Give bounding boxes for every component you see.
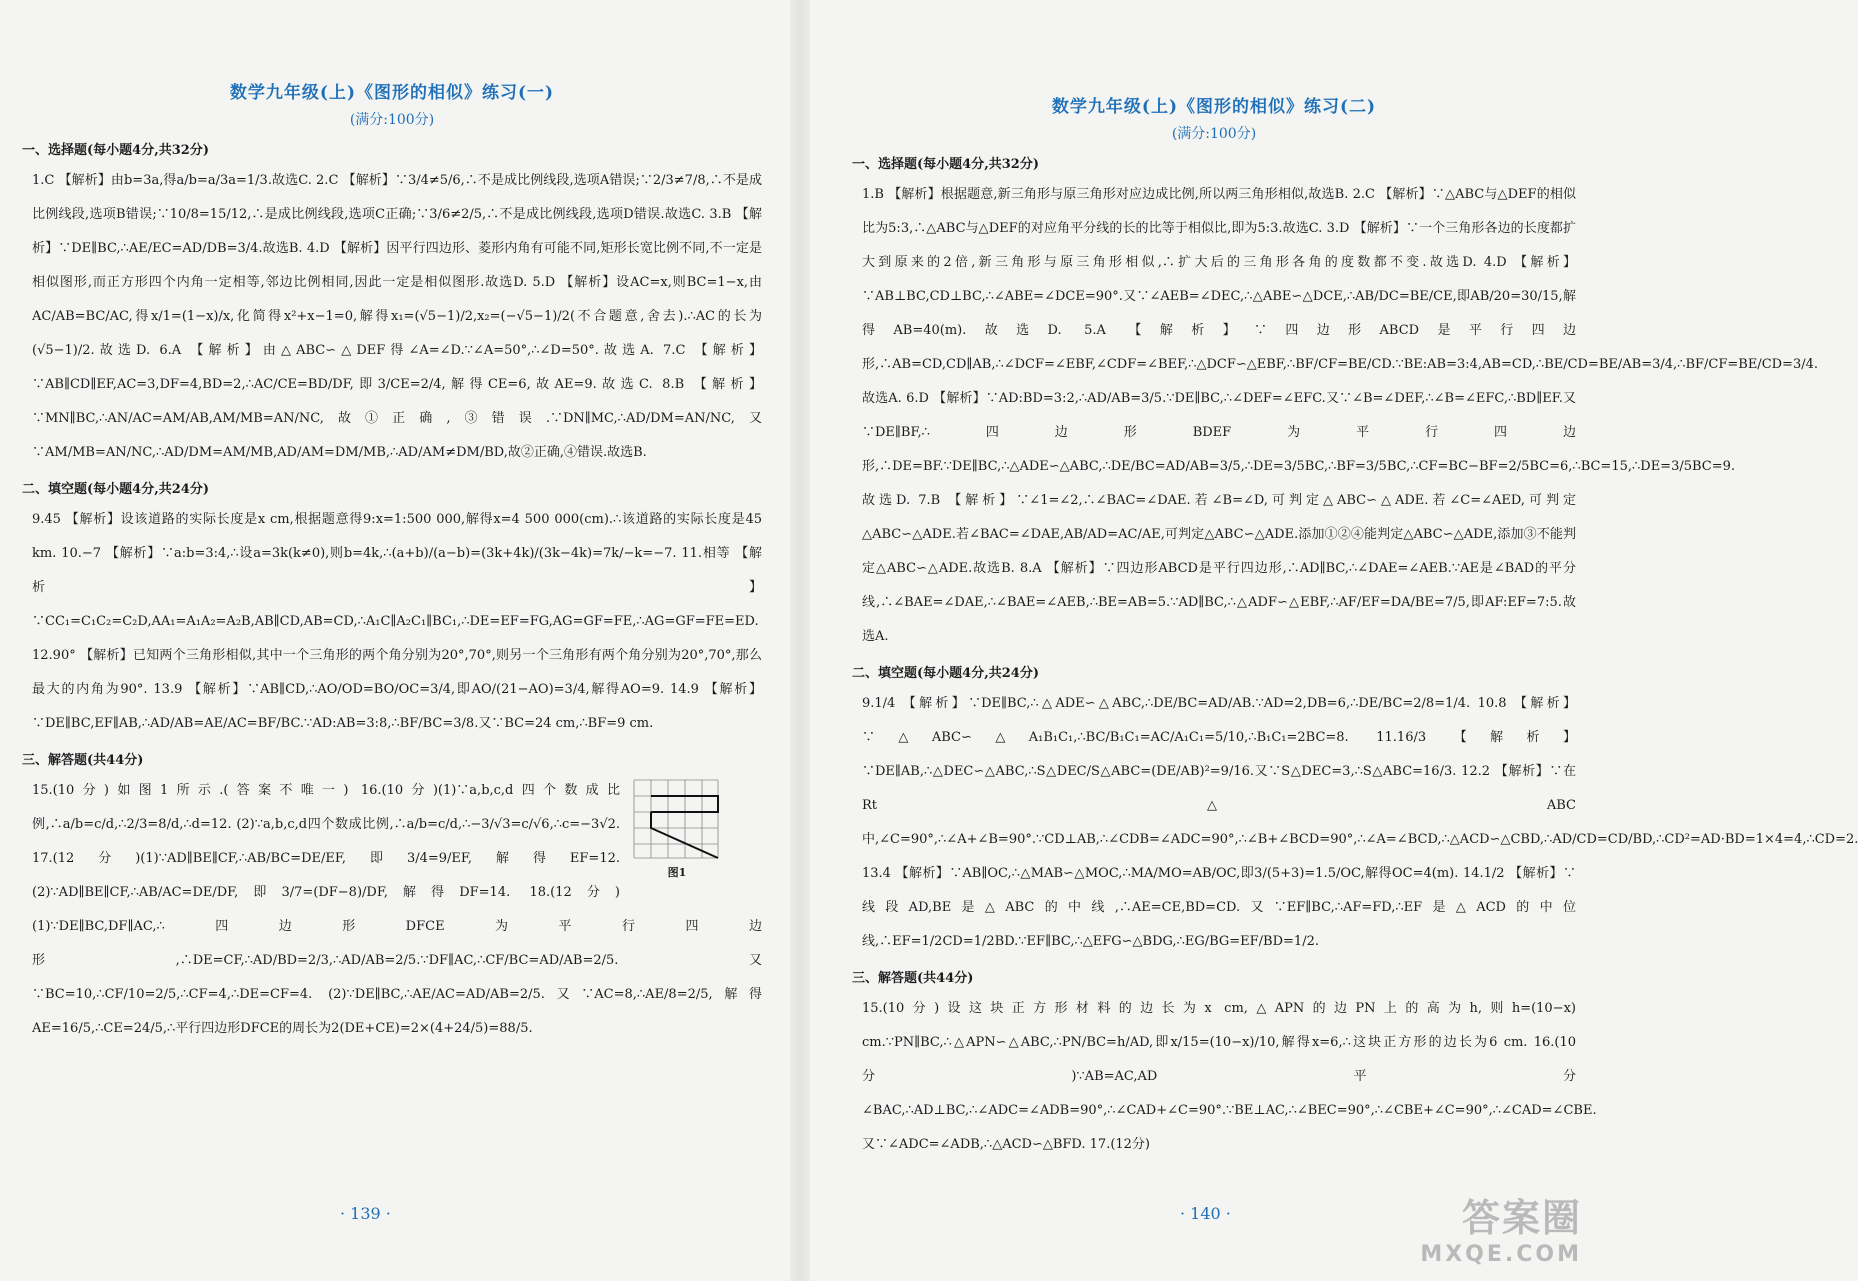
watermark-url: MXQE.COM (1420, 1242, 1582, 1267)
page-subtitle: (满分:100分) (1171, 126, 1257, 142)
answer-paragraph: 15.(10分)设这块正方形材料的边长为x cm,△APN的边PN上的高为h,则h=(10−x) cm.∵PN∥BC,∴△APN∽△ABC,∴PN/BC=h/AD,即x/15=(10−x)/10,解得x=6,∴这块正方形的边长为6 cm. 16.(10分)∵AB=AC,AD平分∠BAC,∴AD⊥BC,∴∠ADC=∠ADB=90°,∴∠CAD+∠C=90°.∵BE⊥AC,∴∠BEC=90°,∴∠CBE+∠C=90°,∴∠CAD=∠CBE.又∵∠ADC=∠ADB,∴△ACD∽△BFD. 17.(12分) (862, 1001, 1597, 1152)
left-page (0, 0, 790, 1281)
section-heading-fill: 二、填空题(每小题4分,共24分) (22, 482, 209, 497)
page-number: · 139 · (340, 1204, 391, 1223)
section-heading-choice: 一、选择题(每小题4分,共32分) (22, 143, 209, 158)
watermark-logo (1420, 1187, 1582, 1267)
grid-figure-icon (632, 778, 720, 860)
watermark-text: 答案圈 (1461, 1196, 1582, 1240)
section-heading-solve: 三、解答题(共44分) (852, 971, 974, 986)
page-title: 数学九年级(上)《图形的相似》练习(一) (229, 83, 555, 103)
page-title: 数学九年级(上)《图形的相似》练习(二) (1051, 97, 1377, 117)
page-number: · 140 · (1180, 1204, 1231, 1223)
answer-paragraph: 1.C 【解析】由b=3a,得a/b=a/3a=1/3.故选C. 2.C 【解析】∵3/4≠5/6,∴不是成比例线段,选项A错误;∵2/3≠7/8,∴不是成比例线段,选项B错误;∵10/8=15/12,∴是成比例线段,选项C正确;∵3/6≠2/5,∴不是成比例线段,选项D错误.故选C. 3.B 【解析】∵DE∥BC,∴AE/EC=AD/DB=3/4.故选B. 4.D 【解析】因平行四边形、菱形内角有可能不同,矩形长宽比例不同,不一定是相似图形,而正方形四个内角一定相等,邻边比例相同,因此一定是相似图形.故选D. 5.D 【解析】设AC=x,则BC=1−x,由AC/AB=BC/AC,得x/1=(1−x)/x,化简得x²+x−1=0,解得x₁=(√5−1)/2,x₂=(−√5−1)/2(不合题意,舍去).∴AC的长为(√5−1)/2.故选D. 6.A 【解析】由△ABC∽△DEF得∠A=∠D.∵∠A=50°,∴∠D=50°.故选A. 7.C 【解析】∵AB∥CD∥EF,AC=3,DF=4,BD=2,∴AC/CE=BD/DF,即3/CE=2/4,解得CE=6,故AE=9.故选C. 8.B 【解析】∵MN∥BC,∴AN/AC=AM/AB,AM/MB=AN/NC,故①正确,③错误.∵DN∥MC,∴AD/DM=AN/NC,又∵AM/MB=AN/NC,∴AD/DM=AM/MB,AD/AM=DM/MB,∴AD/AM≠DM/BD,故②正确,④错误.故选B. (32, 173, 762, 460)
section-heading-choice: 一、选择题(每小题4分,共32分) (852, 157, 1039, 172)
page-subtitle: (满分:100分) (349, 112, 435, 128)
answer-paragraph: 9.1/4 【解析】∵DE∥BC,∴△ADE∽△ABC,∴DE/BC=AD/AB.∵AD=2,DB=6,∴DE/BC=2/8=1/4. 10.8 【解析】∵△ABC∽△A₁B₁C₁,∴BC/B₁C₁=AC/A₁C₁=5/10,∴B₁C₁=2BC=8. 11.16/3 【解析】∵DE∥AB,∴△DEC∽△ABC,∴S△DEC/S△ABC=(DE/AB)²=9/16.又∵S△DEC=3,∴S△ABC=16/3. 12.2 【解析】∵在Rt△ABC中,∠C=90°,∴∠A+∠B=90°.∵CD⊥AB,∴∠CDB=∠ADC=90°,∴∠B+∠BCD=90°,∴∠A=∠BCD,∴△ACD∽△CBD,∴AD/CD=CD/BD,∴CD²=AD·BD=1×4=4,∴CD=2. 13.4 【解析】∵AB∥OC,∴△MAB∽△MOC,∴MA/MO=AB/OC,即3/(5+3)=1.5/OC,解得OC=4(m). 14.1/2 【解析】∵线段AD,BE是△ABC的中线,∴AE=CE,BD=CD.又∵EF∥BC,∴AF=FD,∴EF是△ACD的中位线,∴EF=1/2CD=1/2BD.∵EF∥BC,∴△EFG∽△BDG,∴EG/BG=EF/BD=1/2. (862, 696, 1858, 949)
answer-paragraph: 9.45 【解析】设该道路的实际长度是x cm,根据题意得9:x=1:500 000,解得x=4 500 000(cm).∴该道路的实际长度是45 km. 10.−7 【解析】∵a:b=3:4,∴设a=3k(k≠0),则b=4k,∴(a+b)/(a−b)=(3k+4k)/(3k−4k)=7k/−k=−7. 11.相等 【解析】∵CC₁=C₁C₂=C₂D,AA₁=A₁A₂=A₂B,AB∥CD,AB=CD,∴A₁C∥A₂C₁∥BC₁,∴DE=EF=FG,AG=GF=FE,∴AG=GF=FE=ED. 12.90° 【解析】已知两个三角形相似,其中一个三角形的两个角分别为20°,70°,则另一个三角形有两个角分别为20°,70°,那么最大的内角为90°. 13.9 【解析】∵AB∥CD,∴AO/OD=BO/OC=3/4,即AO/(21−AO)=3/4,解得AO=9. 14.9 【解析】∵DE∥BC,EF∥AB,∴AD/AB=AE/AC=BF/BC.∵AD:AB=3:8,∴BF/BC=3/8.又∵BC=24 cm,∴BF=9 cm. (32, 512, 762, 731)
answer-paragraph: 1.B 【解析】根据题意,新三角形与原三角形对应边成比例,所以两三角形相似,故选B. 2.C 【解析】∵△ABC与△DEF的相似比为5:3,∴△ABC与△DEF的对应角平分线的长的比等于相似比,即为5:3.故选C. 3.D 【解析】∵一个三角形各边的长度都扩大到原来的2倍,新三角形与原三角形相似,∴扩大后的三角形各角的度数都不变.故选D. 4.D 【解析】∵AB⊥BC,CD⊥BC,∴∠ABE=∠DCE=90°.又∵∠AEB=∠DEC,∴△ABE∽△DCE,∴AB/DC=BE/CE,即AB/20=30/15,解得AB=40(m).故选D. 5.A 【解析】∵四边形ABCD是平行四边形,∴AB=CD,CD∥AB,∴∠DCF=∠EBF,∠CDF=∠BEF,∴△DCF∽△EBF,∴BF/CF=BE/CD.∵BE:AB=3:4,AB=CD,∴BE/CD=BE/AB=3/4,∴BF/CF=BE/CD=3/4.故选A. 6.D 【解析】∵AD:BD=3:2,∴AD/AB=3/5.∵DE∥BC,∴∠DEF=∠EFC.又∵∠B=∠DEF,∴∠B=∠EFC,∴BD∥EF.又∵DE∥BF,∴四边形BDEF为平行四边形,∴DE=BF.∵DE∥BC,∴△ADE∽△ABC,∴DE/BC=AD/AB=3/5,∴DE=3/5BC,∴BF=3/5BC,∴CF=BC−BF=2/5BC=6,∴BC=15,∴DE=3/5BC=9.故选D. 7.B 【解析】∵∠1=∠2,∴∠BAC=∠DAE.若∠B=∠D,可判定△ABC∽△ADE.若∠C=∠AED,可判定△ABC∽△ADE.若∠BAC=∠DAE,AB/AD=AC/AE,可判定△ABC∽△ADE.添加①②④能判定△ABC∽△ADE,添加③不能判定△ABC∽△ADE.故选B. 8.A 【解析】∵四边形ABCD是平行四边形,∴AD∥BC,∴∠DAE=∠AEB.∵AE是∠BAD的平分线,∴∠BAE=∠DAE,∴∠BAE=∠AEB,∴BE=AB=5.∵AD∥BC,∴△ADF∽△EBF,∴AF/EF=DA/BE=7/5,即AF:EF=7:5.故选A. (862, 187, 1819, 644)
figure-label: 图1 (667, 866, 687, 879)
section-heading-solve: 三、解答题(共44分) (22, 753, 144, 768)
section-heading-fill: 二、填空题(每小题4分,共24分) (852, 666, 1039, 681)
book-spine (790, 0, 810, 1281)
answer-paragraph: 15.(10分)如图1所示.(答案不唯一) 16.(10分)(1)∵a,b,c,d四个数成比例,∴a/b=c/d,∴2/3=8/d,∴d=12. (2)∵a,b,c,d四个数成比例,∴a/b=c/d,∴−3/√3=c/√6,∴c=−3√2. 17.(12分)(1)∵AD∥BE∥CF,∴AB/BC=DE/EF,即3/4=9/EF,解得EF=12. (2)∵AD∥BE∥CF,∴AB/AC=DE/DF,即3/7=(DF−8)/DF,解得DF=14. 18.(12分)(1)∵DE∥BC,DF∥AC,∴四边形DFCE为平行四边形,∴DE=CF,∴AD/BD=2/3,∴AD/AB=2/5.∵DF∥AC,∴CF/BC=AD/AB=2/5.又∵BC=10,∴CF/10=2/5,∴CF=4,∴DE=CF=4. (2)∵DE∥BC,∴AE/AC=AD/AB=2/5.又∵AC=8,∴AE/8=2/5,解得AE=16/5,∴CE=24/5,∴平行四边形DFCE的周长为2(DE+CE)=2×(4+24/5)=88/5. (32, 783, 762, 1036)
figure-1 (632, 778, 722, 880)
right-page (810, 0, 1858, 1281)
